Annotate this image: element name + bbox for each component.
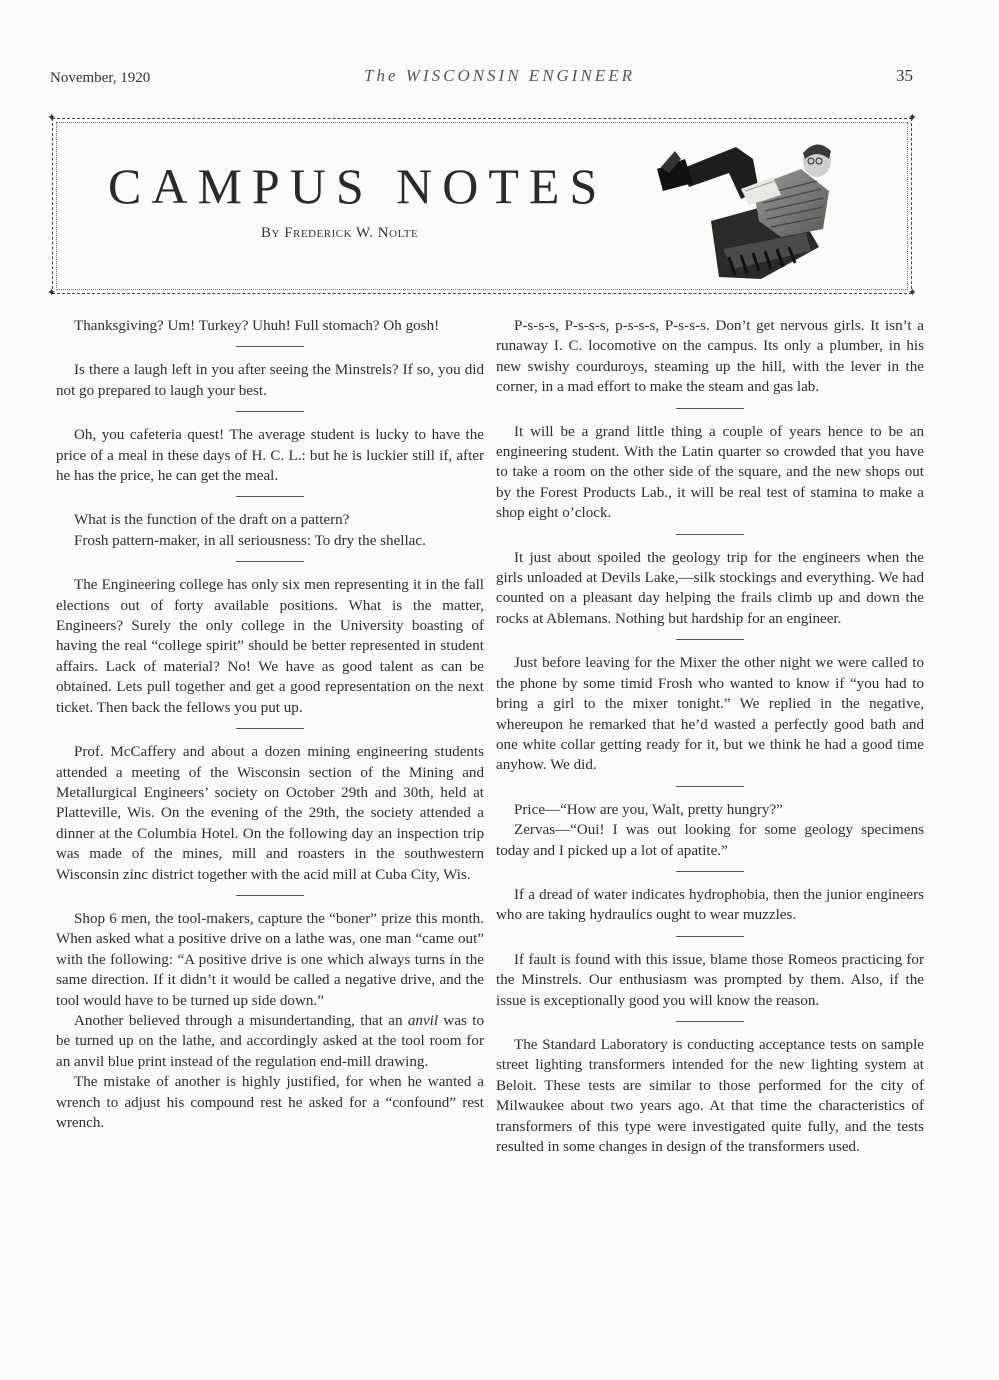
note-paragraph: Shop 6 men, the tool-makers, capture the “boner” prize this month. When asked what a positive drive on a lathe was, one man “came out” with the following: “A positive drive is one which always turns in the same direction. If it didn’t it would be called a negative drive, and the tool would have to be turned up side down.”: [56, 910, 484, 1009]
separator-rule: [676, 871, 744, 872]
separator-rule: [676, 786, 744, 787]
note-paragraph: Prof. McCaffery and about a dozen mining engineering students attended a meeting of the Wisconsin section of the Mining and Metallurgical Engineers’ society on October 29th and 30th, held at Platteville, Wis. On the evening of the 29th, the society attended a dinner at the Columbia Hotel. On the following day an inspection trip was made of the mines, mill and roasters in the southwestern Wisconsin zinc district together with the acid mill at Cuba City, Wis.: [56, 744, 484, 883]
note-paragraph: If a dread of water indicates hydrophobia, then the junior engineers who are taking hydraulics ought to wear muzzles.: [496, 886, 924, 924]
section-title: CAMPUS NOTES: [108, 158, 608, 214]
campus-note: [56, 510, 484, 551]
campus-note: [56, 425, 484, 486]
right-column: [496, 316, 924, 1157]
corner-ornament-icon: ✦: [47, 112, 57, 124]
note-paragraph: If fault is found with this issue, blame those Romeos practicing for the Minstrels. Our enthusiasm was prompted by them. Also, if the issue is exceptionally good you will know the reason.: [496, 951, 924, 1009]
corner-ornament-icon: ✦: [907, 287, 917, 299]
page-number: 35: [896, 66, 913, 85]
separator-rule: [236, 411, 304, 412]
campus-note: [496, 653, 924, 775]
note-paragraph: It just about spoiled the geology trip for the engineers when the girls unloaded at Devils Lake,—silk stockings and everything. We had counted on a pleasant day helping the frails climb up and down the rocks at Ablemans. Nothing but hardship for an engineer.: [496, 549, 924, 627]
campus-note: [56, 909, 484, 1133]
note-paragraph: Thanksgiving? Um! Turkey? Uhuh! Full stomach? Oh gosh!: [74, 318, 440, 334]
separator-rule: [236, 496, 304, 497]
campus-note: [56, 575, 484, 718]
separator-rule: [236, 561, 304, 562]
campus-notes-banner: [47, 112, 917, 299]
campus-note: [496, 885, 924, 926]
separator-rule: [676, 1021, 744, 1022]
campus-note: [56, 316, 484, 336]
separator-rule: [236, 895, 304, 896]
campus-note: [56, 360, 484, 401]
man-reading-with-feet-up-icon: [641, 129, 841, 287]
running-head: [0, 64, 999, 88]
campus-note: [496, 422, 924, 524]
campus-note: [496, 316, 924, 398]
note-paragraph: It will be a grand little thing a couple of years hence to be an engineering student. With the Latin quarter so crowded that you have to take a room on the other side of the square, and the new shops out by the Forest Products Lab., it will be real test of stamina to make a shop eight o’clock.: [496, 423, 924, 522]
issue-date: November, 1920: [50, 70, 151, 86]
note-paragraph: The mistake of another is highly justified, for when he wanted a wrench to adjust his compound rest he asked for a “confound” rest wrench.: [56, 1074, 484, 1131]
journal-title: The WISCONSIN ENGINEER: [364, 66, 635, 85]
note-paragraph: P-s-s-s, P-s-s-s, p-s-s-s, P-s-s-s. Don’t get nervous girls. It isn’t a runaway I. C. locomotive on the campus. Its only a plumber, in his new swishy courduroys, steaming up the hill, with the lever in the corner, in a mad effort to make the steam and gas lab.: [496, 318, 924, 396]
separator-rule: [236, 728, 304, 729]
separator-rule: [676, 408, 744, 409]
note-paragraph: Zervas—“Oui! I was out looking for some geology specimens today and I picked up a lot of apatite.”: [496, 822, 924, 859]
campus-note: [496, 548, 924, 630]
campus-note: [496, 950, 924, 1011]
corner-ornament-icon: ✦: [47, 287, 57, 299]
note-paragraph: The Engineering college has only six men representing it in the fall elections out of forty available positions. What is the matter, Engineers? Surely the only college in the University boasting of having the real “college spirit” should be better represented in student affairs. Lack of material? No! We have as good talent as can be obtained. Lets pull together and get a good representation on the next ticket. Then back the fellows you put up.: [56, 577, 484, 716]
note-paragraph: Is there a laugh left in you after seeing the Minstrels? If so, you did not go prepared to laugh your best.: [56, 362, 484, 399]
note-paragraph: Another believed through a misundertanding, that an anvil was to be turned up on the lathe, and accordingly asked at the tool room for an anvil blue print instead of the regulation end-mill drawing.: [56, 1012, 484, 1070]
note-paragraph: What is the function of the draft on a pattern?: [74, 512, 350, 529]
separator-rule: [236, 346, 304, 347]
campus-note: [496, 1035, 924, 1157]
note-paragraph: Price—“How are you, Walt, pretty hungry?”: [514, 801, 783, 818]
separator-rule: [676, 936, 744, 937]
campus-note: [56, 742, 484, 885]
note-paragraph: Just before leaving for the Mixer the other night we were called to the phone by some timid Frosh who wanted to know if “you had to bring a girl to the mixer tonight.” We replied in the negative, whereupon he remarked that he’d wasted a perfectly good bath and one white collar getting ready for it, but we think he had a good time anyhow. We did.: [496, 655, 924, 774]
corner-ornament-icon: ✦: [907, 112, 917, 124]
note-paragraph: The Standard Laboratory is conducting acceptance tests on sample street lighting transformers intended for the new lighting system at Beloit. These tests are similar to those performed for the city of Milwaukee about two years ago. At that time the characteristics of transformers of this type were investigated quite fully, and the tests resulted in some changes in design of the transformers used.: [496, 1036, 924, 1155]
separator-rule: [676, 639, 744, 640]
byline: By Frederick W. Nolte: [261, 225, 419, 241]
note-paragraph: Frosh pattern-maker, in all seriousness: To dry the shellac.: [74, 532, 426, 549]
separator-rule: [676, 534, 744, 535]
note-paragraph: Oh, you cafeteria quest! The average student is lucky to have the price of a meal in these days of H. C. L.: but he is luckier still if, after he has the price, he can get the meal.: [56, 427, 484, 485]
left-column: [56, 316, 484, 1133]
campus-note: [496, 800, 924, 861]
